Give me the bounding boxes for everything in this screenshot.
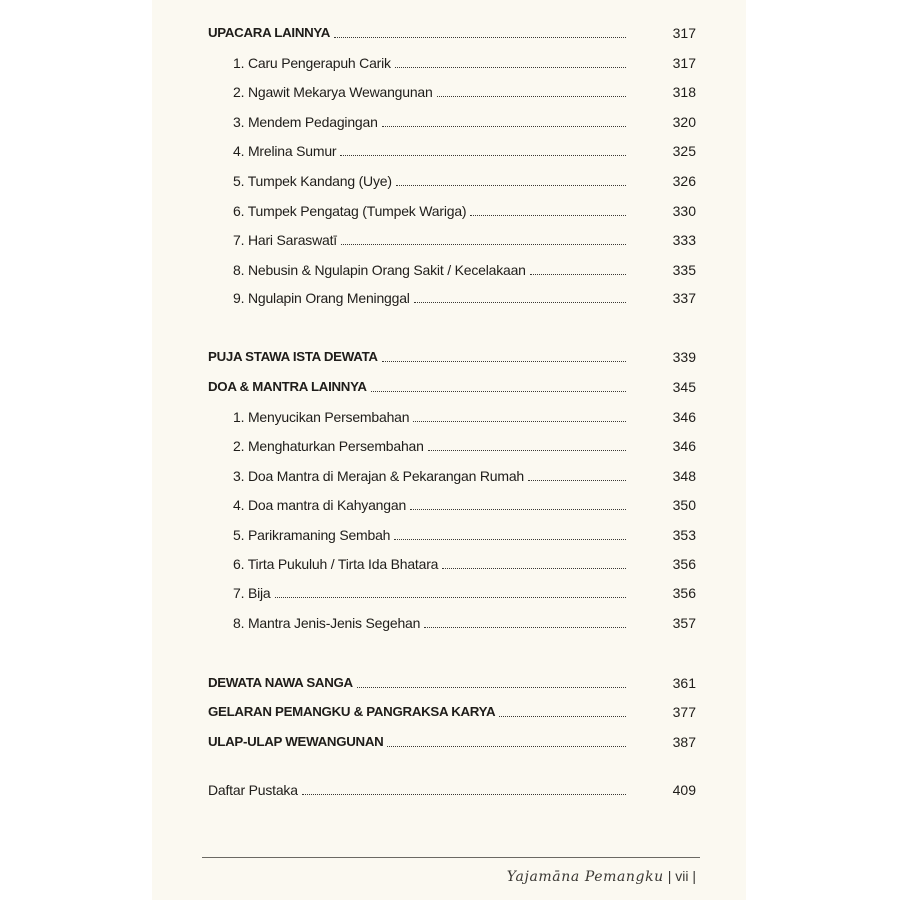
toc-dot-leader: [414, 302, 626, 303]
toc-entry-title: DEWATA NAWA SANGA: [208, 675, 353, 690]
toc-entry: [152, 81, 746, 103]
toc-entry-page: 361: [672, 675, 696, 691]
toc-dot-leader: [382, 361, 626, 362]
toc-dot-leader: [428, 450, 626, 451]
toc-dot-leader: [424, 627, 626, 628]
toc-entry-page: 335: [672, 262, 696, 278]
toc-entry-title: 3. Doa Mantra di Merajan & Pekarangan Rumah: [233, 468, 525, 484]
toc-dot-leader: [394, 539, 626, 540]
toc-entry-title: 6. Tirta Pukuluh / Tirta Ida Bhatara: [233, 556, 439, 572]
footer-book-title: Yajamāna Pemangku: [506, 869, 664, 885]
toc-entry-page: 333: [672, 232, 696, 248]
toc-dot-leader: [410, 509, 626, 510]
toc-entry-page: 318: [672, 84, 696, 100]
toc-dot-leader: [442, 568, 626, 569]
toc-entry-page: 330: [672, 203, 696, 219]
toc-entry-page: 326: [672, 173, 696, 189]
toc-entry: [152, 376, 746, 398]
toc-dot-leader: [395, 67, 626, 68]
toc-entry-page: 356: [672, 556, 696, 572]
toc-entry: [152, 406, 746, 428]
footer-divider: [202, 857, 700, 858]
toc-entry-title: 4. Doa mantra di Kahyangan: [233, 497, 407, 513]
toc-entry-title: 1. Menyucikan Persembahan: [233, 409, 410, 425]
toc-entry-page: 345: [672, 379, 696, 395]
page-footer: [507, 868, 696, 885]
toc-entry-page: 387: [672, 734, 696, 750]
toc-entry: [152, 200, 746, 222]
toc-entry-title: 8. Mantra Jenis-Jenis Segehan: [233, 615, 421, 631]
toc-entry-page: 353: [672, 527, 696, 543]
footer-separator-right: |: [692, 868, 696, 884]
footer-page-number: vii: [675, 868, 689, 884]
toc-dot-leader: [396, 185, 626, 186]
toc-dot-leader: [341, 244, 626, 245]
toc-entry: [152, 435, 746, 457]
toc-entry: [152, 582, 746, 604]
toc-entry-page: 409: [672, 782, 696, 798]
toc-entry-title: 6. Tumpek Pengatag (Tumpek Wariga): [233, 203, 467, 219]
toc-dot-leader: [302, 794, 626, 795]
toc-entry-title: 7. Bija: [233, 585, 271, 601]
toc-dot-leader: [499, 716, 626, 717]
toc-entry-title: 8. Nebusin & Ngulapin Orang Sakit / Kecelakaan: [233, 262, 526, 278]
toc-entry: [152, 553, 746, 575]
toc-entry-title: 1. Caru Pengerapuh Carik: [233, 55, 391, 71]
toc-entry-page: 337: [672, 290, 696, 306]
toc-entry-title: PUJA STAWA ISTA DEWATA: [208, 349, 378, 364]
toc-dot-leader: [382, 126, 626, 127]
toc-entry: [152, 229, 746, 251]
toc-entry-title: 5. Parikramaning Sembah: [233, 527, 391, 543]
toc-page: [152, 0, 746, 900]
toc-entry-title: 9. Ngulapin Orang Meninggal: [233, 290, 410, 306]
toc-entry-page: 377: [672, 704, 696, 720]
toc-entry: [152, 701, 746, 723]
toc-entry-page: 346: [672, 409, 696, 425]
toc-dot-leader: [470, 215, 626, 216]
toc-entry-page: 357: [672, 615, 696, 631]
toc-entry: [152, 672, 746, 694]
toc-dot-leader: [437, 96, 626, 97]
toc-entry-title: 3. Mendem Pedagingan: [233, 114, 378, 130]
toc-entry-title: UPACARA LAINNYA: [208, 25, 331, 40]
toc-entry-title: 7. Hari Saraswatī: [233, 232, 337, 248]
toc-dot-leader: [357, 687, 626, 688]
toc-entry-page: 350: [672, 497, 696, 513]
toc-dot-leader: [387, 746, 626, 747]
toc-dot-leader: [275, 597, 626, 598]
toc-entry-title: 5. Tumpek Kandang (Uye): [233, 173, 392, 189]
toc-entry: [152, 731, 746, 753]
toc-entry-title: 2. Menghaturkan Persembahan: [233, 438, 424, 454]
toc-dot-leader: [371, 391, 626, 392]
toc-dot-leader: [413, 421, 626, 422]
toc-entry-page: 356: [672, 585, 696, 601]
toc-entry-page: 346: [672, 438, 696, 454]
toc-entry-page: 325: [672, 143, 696, 159]
toc-entry: [152, 22, 746, 44]
toc-entry: [152, 287, 746, 309]
toc-dot-leader: [530, 274, 626, 275]
toc-dot-leader: [340, 155, 626, 156]
toc-entry: [152, 52, 746, 74]
toc-entry: [152, 465, 746, 487]
toc-entry-page: 348: [672, 468, 696, 484]
toc-entry-title: GELARAN PEMANGKU & PANGRAKSA KARYA: [208, 704, 496, 719]
toc-entry: [152, 111, 746, 133]
toc-dot-leader: [528, 480, 626, 481]
toc-entry: [152, 170, 746, 192]
toc-entry-title: Daftar Pustaka: [208, 782, 298, 798]
toc-entry: [152, 612, 746, 634]
toc-entry-title: ULAP-ULAP WEWANGUNAN: [208, 734, 384, 749]
toc-entry-page: 317: [672, 25, 696, 41]
toc-entry: [152, 524, 746, 546]
toc-entry-page: 320: [672, 114, 696, 130]
toc-entry: [152, 779, 746, 801]
toc-entry-title: 2. Ngawit Mekarya Wewangunan: [233, 84, 433, 100]
toc-entry: [152, 346, 746, 368]
toc-entry-title: DOA & MANTRA LAINNYA: [208, 379, 367, 394]
toc-entry-page: 339: [672, 349, 696, 365]
toc-entry: [152, 494, 746, 516]
toc-entry: [152, 259, 746, 281]
toc-dot-leader: [334, 37, 626, 38]
footer-separator-left: |: [667, 868, 672, 884]
toc-entry-title: 4. Mrelina Sumur: [233, 143, 337, 159]
toc-entry: [152, 140, 746, 162]
toc-entry-page: 317: [672, 55, 696, 71]
